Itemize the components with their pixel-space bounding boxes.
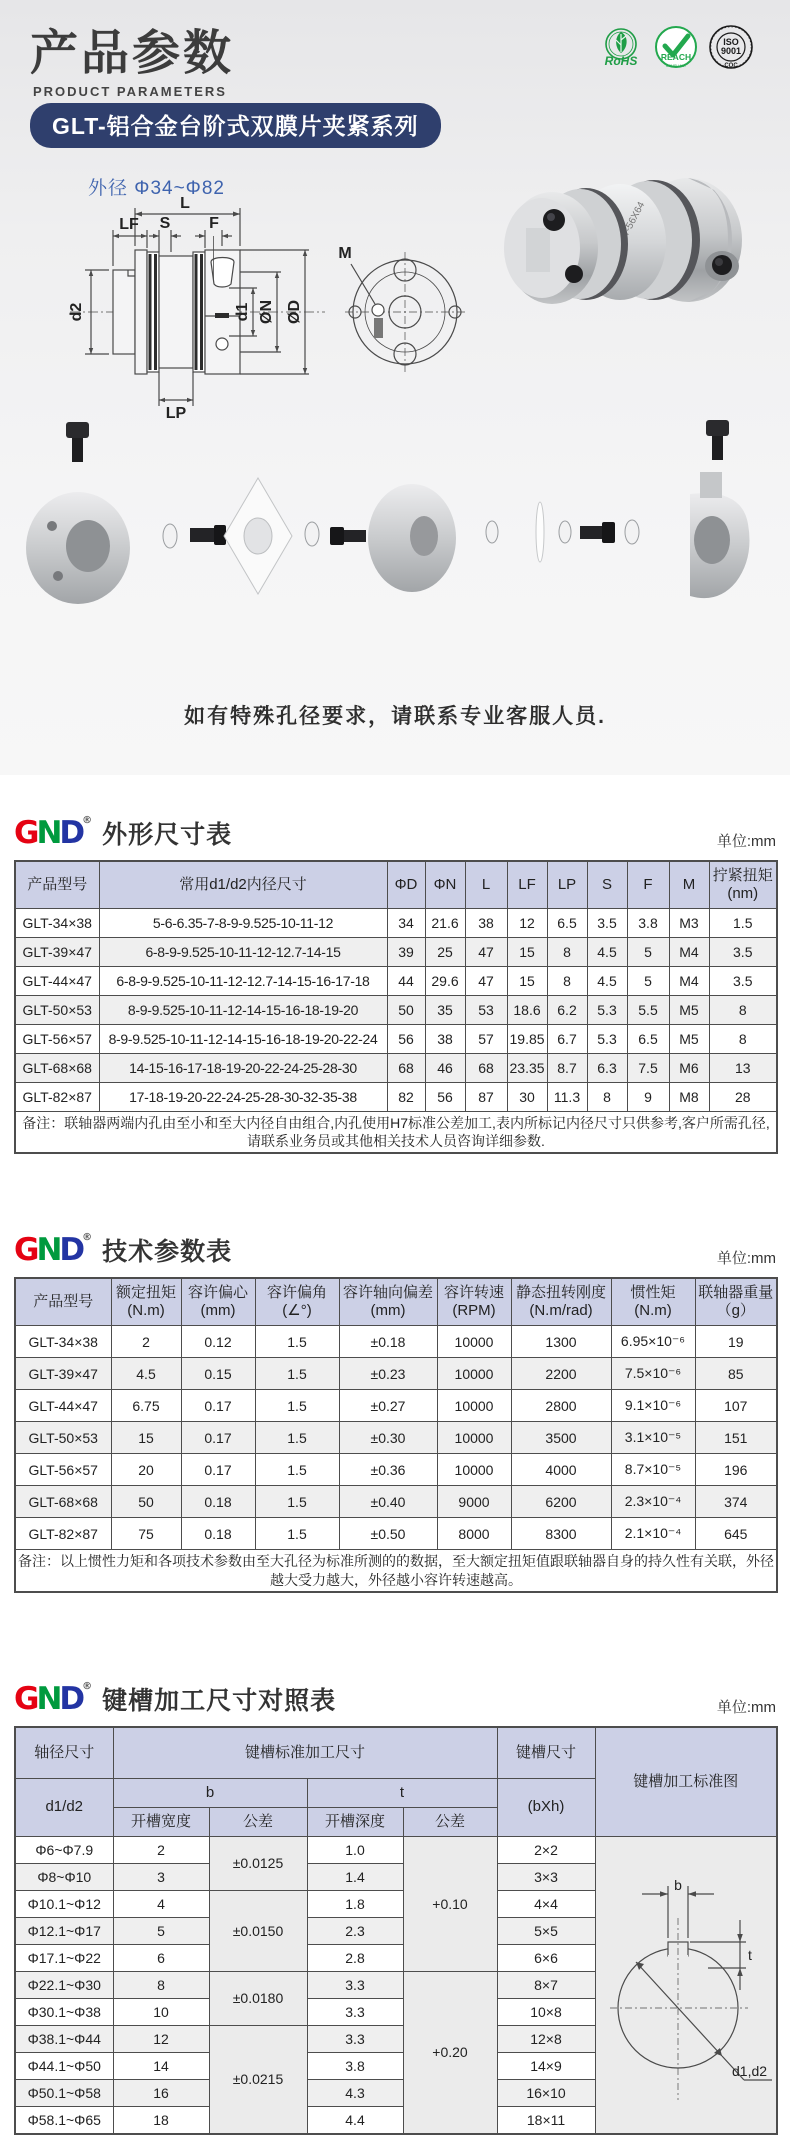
tolerance-cell: ±0.0180 [209,1971,307,2025]
table-cell: 82 [387,1083,425,1112]
table-cell: 8-9-9.525-10-11-12-14-15-16-18-19-20-22-24 [99,1025,387,1054]
col-header: 开槽宽度 [113,1807,209,1836]
col-header: 容许轴向偏差 (mm) [339,1278,437,1326]
tech-table-header [15,1278,777,1326]
table-cell: 68 [387,1054,425,1083]
table-row [15,1083,777,1112]
keyway-table [14,1726,778,2135]
svg-text:9001: 9001 [720,46,742,56]
table-row [15,1836,777,1863]
table-cell: 7.5 [627,1054,669,1083]
col-header: 容许偏心 (mm) [181,1278,255,1326]
col-header: F [627,861,669,909]
table-cell: Φ12.1~Φ17 [15,1917,113,1944]
gnd-logo: GND® [14,1232,93,1269]
table-cell: GLT-44×47 [15,1390,111,1422]
gnd-logo: GND® [14,1680,93,1717]
table-cell: M4 [669,967,709,996]
col-header: M [669,861,709,909]
table-cell: Φ6~Φ7.9 [15,1836,113,1863]
svg-text:COMPLIANT: COMPLIANT [665,64,687,68]
col-header: ΦD [387,861,425,909]
col-header: 键槽加工标准图 [595,1727,777,1837]
table-cell: 3.3 [307,1971,403,1998]
table-cell: 0.15 [181,1358,255,1390]
table-cell: 7.5×10⁻⁶ [611,1358,695,1390]
col-header: 公差 [209,1807,307,1836]
table-cell: 4.3 [307,2079,403,2106]
table-cell: 2800 [511,1390,611,1422]
table-cell: Φ38.1~Φ44 [15,2025,113,2052]
table-cell: 1.5 [255,1454,339,1486]
table-cell: 5×5 [497,1917,595,1944]
dim-label-D: ØD [286,300,303,324]
dim-label-N: ØN [258,300,275,324]
table-cell: 8 [547,967,587,996]
table-cell: 4.5 [587,967,627,996]
table-cell: 15 [507,967,547,996]
coupling-photo-render [470,128,770,373]
table-cell: 2 [111,1326,181,1358]
unit-label: 单位:mm [716,1698,776,1716]
table-cell: 47 [465,967,507,996]
table-cell: Φ50.1~Φ58 [15,2079,113,2106]
table-cell: 75 [111,1518,181,1550]
table-cell: 56 [425,1083,465,1112]
col-header: 容许转速 (RPM) [437,1278,511,1326]
col-header: 轴径尺寸 [15,1727,113,1779]
table-cell: 6 [113,1944,209,1971]
diagram-label-b: b [673,1877,682,1894]
col-header: 开槽深度 [307,1807,403,1836]
table-cell: 50 [111,1486,181,1518]
table-cell: 6.7 [547,1025,587,1054]
table-cell: Φ58.1~Φ65 [15,2106,113,2134]
exploded-view [0,408,790,668]
tolerance-cell: +0.20 [403,1971,497,2134]
table-cell: 6.3 [587,1054,627,1083]
table-cell: ±0.23 [339,1358,437,1390]
table-cell: 1.5 [255,1390,339,1422]
table-cell: 0.17 [181,1390,255,1422]
col-header: 静态扭转刚度 (N.m/rad) [511,1278,611,1326]
table-cell: 4.5 [111,1358,181,1390]
table-cell: 5.5 [627,996,669,1025]
col-header: 产品型号 [15,861,99,909]
tech-table-block [14,1232,776,1592]
table-cell: 38 [425,1025,465,1054]
tolerance-cell: ±0.0150 [209,1890,307,1971]
rohs-icon [598,24,644,70]
svg-text:ISO: ISO [723,37,739,47]
tech-table [14,1277,778,1592]
col-header: 联轴器重量 （g） [695,1278,777,1326]
table-cell: 3.3 [307,1998,403,2025]
table-cell: 8 [587,1083,627,1112]
table-cell: 12×8 [497,2025,595,2052]
table-cell: 38 [465,909,507,938]
table-cell: 29.6 [425,967,465,996]
table-cell: 8 [709,996,777,1025]
dimension-table-body [15,909,777,1112]
dimension-table-block [14,815,776,1154]
table-cell: 4 [113,1890,209,1917]
table-cell: 5 [627,967,669,996]
col-header: S [587,861,627,909]
unit-label: 单位:mm [716,1250,776,1268]
table-cell: 8×7 [497,1971,595,1998]
table-cell: 151 [695,1422,777,1454]
page-subtitle: PRODUCT PARAMETERS [33,84,227,99]
gnd-logo: GND® [14,815,93,851]
table-cell: 18.6 [507,996,547,1025]
col-header: 额定扭矩 (N.m) [111,1278,181,1326]
table-cell: 3.5 [709,967,777,996]
dimension-table-header [15,861,777,909]
table-cell: 10 [113,1998,209,2025]
keyway-table-block [14,1681,776,2135]
table-cell: 3.1×10⁻⁵ [611,1422,695,1454]
table-cell: 15 [111,1422,181,1454]
col-header: 常用d1/d2内径尺寸 [99,861,387,909]
table-cell: 9.1×10⁻⁶ [611,1390,695,1422]
hero-section [0,0,790,775]
table-cell: 6200 [511,1486,611,1518]
table-cell: 1.5 [255,1358,339,1390]
table-cell: 8 [709,1025,777,1054]
table-cell: 2.3×10⁻⁴ [611,1486,695,1518]
table-cell: 6.5 [547,909,587,938]
table-cell: ±0.27 [339,1390,437,1422]
diagram-label-t: t [747,1947,752,1964]
col-header: d1/d2 [15,1778,113,1836]
table-cell: 87 [465,1083,507,1112]
table-cell: 8 [547,938,587,967]
keyway-table-title: 键槽加工尺寸对照表 [102,1686,337,1715]
table-cell: 1.8 [307,1890,403,1917]
table-cell: 25 [425,938,465,967]
table-cell: 1.5 [255,1326,339,1358]
table-row [15,1486,777,1518]
keyway-standard-diagram [596,1858,776,2108]
col-header: 拧紧扭矩 (nm) [709,861,777,909]
table-cell: GLT-50×53 [15,996,99,1025]
col-header: 产品型号 [15,1278,111,1326]
table-cell: M5 [669,996,709,1025]
table-cell: 14 [113,2052,209,2079]
table-cell: 1.5 [709,909,777,938]
table-cell: 1.5 [255,1422,339,1454]
table-cell: 10000 [437,1422,511,1454]
table-cell: 19 [695,1326,777,1358]
table-cell: M3 [669,909,709,938]
table-cell: 5.3 [587,1025,627,1054]
table-row [15,1390,777,1422]
dim-label-d2: d2 [68,302,85,322]
table-cell: GLT-68×68 [15,1054,99,1083]
dimension-table-title: 外形尺寸表 [102,821,233,849]
table-cell: GLT-34×38 [15,909,99,938]
table-cell: GLT-39×47 [15,1358,111,1390]
dim-label-LF: LF [119,216,139,233]
table-cell: Φ30.1~Φ38 [15,1998,113,2025]
table-cell: 1.5 [255,1486,339,1518]
col-header: 键槽尺寸 [497,1727,595,1779]
outer-diameter-range-label: 外径 Φ34~Φ82 [88,178,225,199]
table-row [15,938,777,967]
table-cell: 28 [709,1083,777,1112]
col-header: t [307,1778,497,1807]
table-cell: 16×10 [497,2079,595,2106]
keyway-table-body [15,1836,777,2134]
table-cell: 2 [113,1836,209,1863]
table-cell: 3.3 [307,2025,403,2052]
table-row [15,1054,777,1083]
table-cell: ±0.36 [339,1454,437,1486]
col-header: b [113,1778,307,1807]
dim-label-d1: d1 [234,302,251,322]
table-cell: 3 [113,1863,209,1890]
table-row [15,909,777,938]
table-cell: 6.75 [111,1390,181,1422]
table-cell: 6-8-9-9.525-10-11-12-12.7-14-15 [99,938,387,967]
col-header: 键槽标准加工尺寸 [113,1727,497,1779]
table-cell: 8.7×10⁻⁵ [611,1454,695,1486]
table-cell: GLT-56×57 [15,1454,111,1486]
col-header: (bXh) [497,1778,595,1836]
product-photo [470,128,770,378]
table-cell: 9000 [437,1486,511,1518]
table-cell: 18 [113,2106,209,2134]
dim-label-F: F [209,215,219,232]
table-cell: 5 [627,938,669,967]
table-cell: GLT-82×87 [15,1518,111,1550]
table-cell: 6.2 [547,996,587,1025]
dim-label-S: S [159,215,171,232]
table-cell: 0.18 [181,1486,255,1518]
table-cell: 6.95×10⁻⁶ [611,1326,695,1358]
table-cell: 3.8 [307,2052,403,2079]
table-cell: 1.4 [307,1863,403,1890]
table-cell: 14×9 [497,2052,595,2079]
table-cell: 19.85 [507,1025,547,1054]
series-badge: GLT-铝合金台阶式双膜片夹紧系列 [30,103,441,148]
table-cell: 2.8 [307,1944,403,1971]
table-cell: 3.5 [587,909,627,938]
table-cell: 3.8 [627,909,669,938]
table-cell: 0.17 [181,1454,255,1486]
table-cell: 10000 [437,1390,511,1422]
table-cell: 50 [387,996,425,1025]
table-cell: 68 [465,1054,507,1083]
table-cell: ±0.18 [339,1326,437,1358]
table-cell: 21.6 [425,909,465,938]
table-cell: 23.35 [507,1054,547,1083]
col-header: LP [547,861,587,909]
table-cell: 4×4 [497,1890,595,1917]
table-cell: 1.5 [255,1518,339,1550]
table-row [15,1454,777,1486]
table-cell: 10000 [437,1358,511,1390]
table-cell: 4.5 [587,938,627,967]
table-cell: 18×11 [497,2106,595,2134]
table-cell: 47 [465,938,507,967]
table-cell: 2200 [511,1358,611,1390]
table-cell: 14-15-16-17-18-19-20-22-24-25-28-30 [99,1054,387,1083]
table-row [15,1422,777,1454]
col-header: 惯性矩 (N.m) [611,1278,695,1326]
page-title: 产品参数 [30,27,235,80]
table-cell: 1.0 [307,1836,403,1863]
keyway-table-header [15,1727,777,1837]
table-cell: Φ8~Φ10 [15,1863,113,1890]
keyway-diagram-cell [595,1836,777,2134]
table-cell: 53 [465,996,507,1025]
table-cell: M5 [669,1025,709,1054]
table-cell: 8300 [511,1518,611,1550]
table-cell: 374 [695,1486,777,1518]
table-cell: 6×6 [497,1944,595,1971]
table-cell: 30 [507,1083,547,1112]
table-cell: GLT-44×47 [15,967,99,996]
table-cell: 15 [507,938,547,967]
table-row [15,1326,777,1358]
table-cell: GLT-39×47 [15,938,99,967]
table-cell: 12 [113,2025,209,2052]
table-cell: Φ44.1~Φ50 [15,2052,113,2079]
table-cell: 2.3 [307,1917,403,1944]
tolerance-cell: ±0.0125 [209,1836,307,1890]
table-cell: 44 [387,967,425,996]
table-cell: 8000 [437,1518,511,1550]
table-cell: 1300 [511,1326,611,1358]
table-cell: 34 [387,909,425,938]
table-cell: Φ17.1~Φ22 [15,1944,113,1971]
table-cell: GLT-82×87 [15,1083,99,1112]
table-row [15,996,777,1025]
dimension-table [14,860,778,1154]
table-cell: 13 [709,1054,777,1083]
table-cell: 4.4 [307,2106,403,2134]
svg-text:REACH: REACH [660,52,692,62]
table-cell: 8.7 [547,1054,587,1083]
table-cell: 5.3 [587,996,627,1025]
photo-engraving: GLT-56X64 [614,200,648,250]
iso9001-icon [708,24,754,70]
table-cell: 0.12 [181,1326,255,1358]
certification-badges [598,24,754,70]
table-cell: 107 [695,1390,777,1422]
dim-label-M: M [338,245,352,262]
table-cell: ±0.50 [339,1518,437,1550]
table-cell: 56 [387,1025,425,1054]
table-cell: 85 [695,1358,777,1390]
table-cell: ±0.40 [339,1486,437,1518]
table-cell: 16 [113,2079,209,2106]
svg-text:CQC: CQC [724,63,738,69]
col-header: ΦN [425,861,465,909]
col-header: 公差 [403,1807,497,1836]
tech-table-note: 备注：以上惯性力矩和各项技术参数由至大孔径为标准所测的的数据，至大额定扭矩值跟联轴器自身的持久性有关联，外径越大受力越大，外径越小容许转速越高。 [15,1550,777,1592]
table-cell: 3×3 [497,1863,595,1890]
table-cell: 10×8 [497,1998,595,2025]
reach-icon [653,24,699,70]
table-cell: 3500 [511,1422,611,1454]
table-row [15,1518,777,1550]
table-cell: M6 [669,1054,709,1083]
contact-note: 如有特殊孔径要求，请联系专业客服人员. [184,705,606,728]
table-cell: 4000 [511,1454,611,1486]
svg-text:RoHS: RoHS [604,54,638,68]
tech-table-title: 技术参数表 [102,1238,233,1267]
tolerance-cell: +0.10 [403,1836,497,1971]
table-cell: 2.1×10⁻⁴ [611,1518,695,1550]
table-cell: 11.3 [547,1083,587,1112]
table-cell: 0.17 [181,1422,255,1454]
table-cell: 8 [113,1971,209,1998]
table-cell: GLT-34×38 [15,1326,111,1358]
table-cell: 35 [425,996,465,1025]
table-cell: 8-9-9.525-10-11-12-14-15-16-18-19-20 [99,996,387,1025]
table-cell: 9 [627,1083,669,1112]
table-cell: 10000 [437,1326,511,1358]
table-cell: 12 [507,909,547,938]
table-row [15,1025,777,1054]
table-cell: 0.18 [181,1518,255,1550]
table-cell: 20 [111,1454,181,1486]
table-cell: 3.5 [709,938,777,967]
table-row [15,1358,777,1390]
table-cell: 645 [695,1518,777,1550]
dim-label-L: L [180,195,190,212]
table-cell: 2×2 [497,1836,595,1863]
table-cell: 39 [387,938,425,967]
table-cell: 5 [113,1917,209,1944]
col-header: 容许偏角 (∠°) [255,1278,339,1326]
table-row [15,967,777,996]
table-cell: 46 [425,1054,465,1083]
col-header: LF [507,861,547,909]
dim-label-LP: LP [165,405,187,422]
table-cell: M8 [669,1083,709,1112]
tables-section [0,815,790,2135]
dimension-table-note: 备注：联轴器两端内孔由至小和至大内径自由组合,内孔使用H7标准公差加工,表内所标记内径尺寸只供参考,客户所需孔径,请联系业务员或其他相关技术人员咨询详细参数. [15,1112,777,1154]
col-header: L [465,861,507,909]
table-cell: M4 [669,938,709,967]
table-cell: 196 [695,1454,777,1486]
tech-table-body [15,1326,777,1550]
diagram-label-d1d2: d1,d2 [731,2063,767,2080]
table-cell: 17-18-19-20-22-24-25-28-30-32-35-38 [99,1083,387,1112]
unit-label: 单位:mm [716,833,776,850]
table-cell: 10000 [437,1454,511,1486]
table-cell: GLT-68×68 [15,1486,111,1518]
table-cell: Φ10.1~Φ12 [15,1890,113,1917]
table-cell: 5-6-6.35-7-8-9-9.525-10-11-12 [99,909,387,938]
exploded-parts-render [0,408,790,663]
table-cell: Φ22.1~Φ30 [15,1971,113,1998]
tolerance-cell: ±0.0215 [209,2025,307,2134]
table-cell: 6.5 [627,1025,669,1054]
table-cell: 57 [465,1025,507,1054]
table-cell: 6-8-9-9.525-10-11-12-12.7-14-15-16-17-18 [99,967,387,996]
table-cell: ±0.30 [339,1422,437,1454]
table-cell: GLT-56×57 [15,1025,99,1054]
table-cell: GLT-50×53 [15,1422,111,1454]
